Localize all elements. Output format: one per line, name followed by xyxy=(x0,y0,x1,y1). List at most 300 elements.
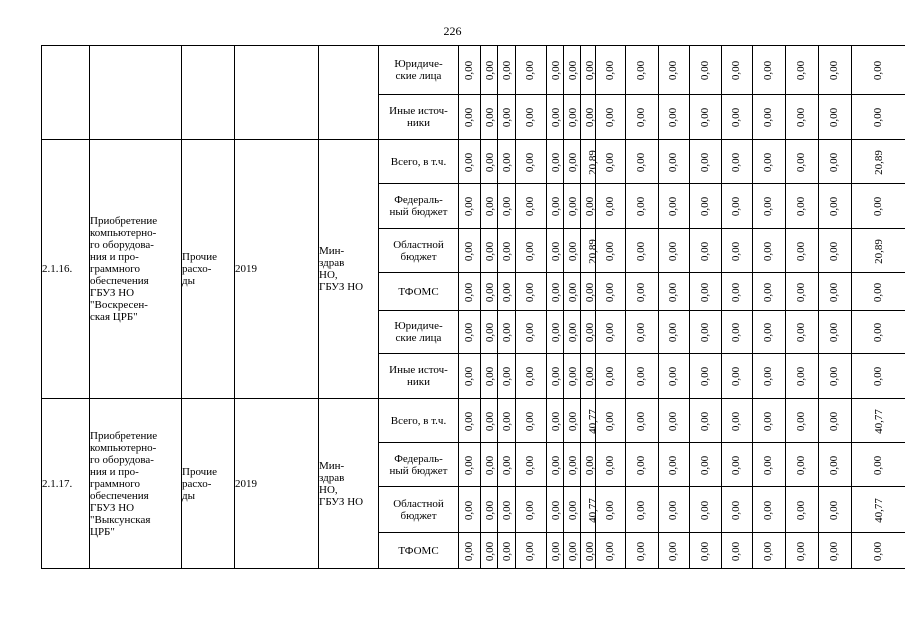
funding-source-label: ТФОМС xyxy=(379,273,459,311)
value-text: 0,00 xyxy=(635,60,648,81)
value-cell xyxy=(690,273,722,311)
value-cell xyxy=(753,184,786,229)
value-cell xyxy=(852,443,905,487)
value-text: 0,00 xyxy=(667,500,680,520)
value-text: 0,00 xyxy=(762,541,775,561)
value-text: 0,00 xyxy=(635,455,648,475)
value-text: 0,00 xyxy=(484,500,497,520)
value-text: 0,00 xyxy=(828,366,841,387)
value-text: 0,00 xyxy=(550,152,563,172)
value-text: 0,00 xyxy=(501,411,514,431)
value-text: 0,00 xyxy=(604,411,616,431)
value-cell xyxy=(596,311,626,354)
value-cell xyxy=(690,140,722,184)
value-text: 0,00 xyxy=(567,152,580,172)
value-text: 0,00 xyxy=(463,107,475,128)
table-row xyxy=(42,140,905,184)
value-cell xyxy=(626,533,659,569)
value-cell xyxy=(690,95,722,140)
value-text: 0,00 xyxy=(584,455,597,475)
value-cell xyxy=(596,95,626,140)
value-cell xyxy=(581,311,596,354)
value-text: 0,00 xyxy=(501,60,514,81)
value-text: 0,00 xyxy=(667,411,680,431)
value-text: 0,00 xyxy=(524,500,537,520)
value-text: 0,00 xyxy=(524,107,537,128)
value-cell xyxy=(596,273,626,311)
value-cell xyxy=(516,273,547,311)
value-text: 0,00 xyxy=(699,107,711,128)
value-text: 0,00 xyxy=(484,60,497,81)
value-text: 0,00 xyxy=(524,196,537,217)
value-cell xyxy=(722,533,753,569)
value-cell xyxy=(564,354,581,399)
value-text: 0,00 xyxy=(828,282,841,302)
value-cell xyxy=(596,184,626,229)
value-cell xyxy=(626,354,659,399)
value-text: 0,00 xyxy=(463,322,475,343)
value-text: 0,00 xyxy=(524,322,537,343)
value-text: 0,00 xyxy=(635,322,648,343)
value-text: 0,00 xyxy=(567,500,580,520)
value-cell xyxy=(626,443,659,487)
table-row xyxy=(42,399,905,443)
value-cell xyxy=(626,46,659,95)
value-text: 0,00 xyxy=(484,107,497,128)
value-text: 0,00 xyxy=(567,366,580,387)
value-text: 0,00 xyxy=(463,500,475,520)
value-text: 0,00 xyxy=(795,152,808,172)
value-cell xyxy=(659,354,690,399)
value-text: 0,00 xyxy=(762,366,775,387)
value-cell xyxy=(852,354,905,399)
value-cell xyxy=(819,229,852,273)
value-cell xyxy=(626,273,659,311)
value-text: 0,00 xyxy=(604,541,616,561)
value-text: 0,00 xyxy=(762,282,775,302)
value-text: 0,00 xyxy=(584,107,597,128)
value-cell xyxy=(659,273,690,311)
value-text: 0,00 xyxy=(635,366,648,387)
value-text: 0,00 xyxy=(872,541,885,561)
value-cell xyxy=(659,399,690,443)
value-cell xyxy=(498,533,516,569)
value-text: 0,00 xyxy=(524,241,537,261)
value-cell xyxy=(516,533,547,569)
value-cell xyxy=(690,311,722,354)
value-text: 0,00 xyxy=(550,455,563,475)
value-text: 0,00 xyxy=(550,196,563,217)
empty-cell xyxy=(182,46,235,140)
value-cell xyxy=(596,354,626,399)
value-cell xyxy=(786,487,819,533)
value-text: 0,00 xyxy=(762,455,775,475)
value-cell xyxy=(516,487,547,533)
value-text: 0,00 xyxy=(872,322,885,343)
value-text: 0,00 xyxy=(730,411,743,431)
value-cell xyxy=(819,399,852,443)
table-row xyxy=(42,46,905,95)
value-text: 0,00 xyxy=(501,107,514,128)
value-text: 0,00 xyxy=(567,196,580,217)
value-text: 40,77 xyxy=(872,408,885,434)
value-text: 0,00 xyxy=(730,455,743,475)
value-cell xyxy=(459,273,481,311)
value-cell xyxy=(753,354,786,399)
value-text: 0,00 xyxy=(762,152,775,172)
value-text: 0,00 xyxy=(828,411,841,431)
value-cell xyxy=(722,273,753,311)
value-cell xyxy=(690,443,722,487)
value-cell xyxy=(581,399,599,443)
value-cell xyxy=(459,487,481,533)
value-text: 0,00 xyxy=(604,107,616,128)
value-text: 0,00 xyxy=(635,241,648,261)
value-cell xyxy=(690,184,722,229)
value-cell xyxy=(459,184,481,229)
funding-source-label: Всего, в т.ч. xyxy=(379,140,459,184)
value-text: 0,00 xyxy=(795,455,808,475)
value-text: 0,00 xyxy=(604,282,616,302)
empty-cell xyxy=(319,46,379,140)
funding-source-label: Федераль- ный бюджет xyxy=(379,184,459,229)
empty-cell xyxy=(235,46,319,140)
value-cell xyxy=(516,354,547,399)
value-text: 0,00 xyxy=(730,500,743,520)
value-cell xyxy=(819,487,852,533)
value-cell xyxy=(564,443,581,487)
value-text: 0,00 xyxy=(828,107,841,128)
value-cell xyxy=(498,354,516,399)
value-cell xyxy=(564,487,581,533)
value-text: 0,00 xyxy=(699,541,711,561)
value-text: 0,00 xyxy=(667,322,680,343)
value-text: 0,00 xyxy=(828,241,841,261)
value-cell xyxy=(659,140,690,184)
value-text: 0,00 xyxy=(463,196,475,217)
value-text: 0,00 xyxy=(635,411,648,431)
value-cell xyxy=(581,184,596,229)
value-cell xyxy=(516,229,547,273)
value-cell xyxy=(498,46,516,95)
value-cell xyxy=(819,184,852,229)
budget-table xyxy=(41,45,905,569)
value-cell xyxy=(626,399,659,443)
value-cell xyxy=(596,229,626,273)
value-cell xyxy=(786,311,819,354)
value-text: 0,00 xyxy=(872,282,885,302)
value-text: 0,00 xyxy=(730,322,743,343)
value-cell xyxy=(659,46,690,95)
value-cell xyxy=(481,399,498,443)
value-cell xyxy=(786,533,819,569)
value-text: 0,00 xyxy=(604,455,616,475)
value-cell xyxy=(786,229,819,273)
value-cell xyxy=(481,311,498,354)
value-cell xyxy=(564,399,581,443)
value-cell xyxy=(659,533,690,569)
value-cell xyxy=(852,533,905,569)
value-text: 0,00 xyxy=(501,282,514,302)
value-text: 0,00 xyxy=(567,411,580,431)
value-text: 0,00 xyxy=(501,455,514,475)
value-cell xyxy=(564,311,581,354)
value-cell xyxy=(581,140,599,184)
value-text: 0,00 xyxy=(872,455,885,475)
empty-cell xyxy=(90,46,182,140)
value-cell xyxy=(596,533,626,569)
value-cell xyxy=(852,487,905,533)
value-text: 0,00 xyxy=(567,107,580,128)
value-cell xyxy=(581,487,599,533)
value-text: 0,00 xyxy=(730,366,743,387)
value-text: 0,00 xyxy=(584,366,597,387)
value-cell xyxy=(564,95,581,140)
value-text: 40,77 xyxy=(586,408,599,434)
value-text: 0,00 xyxy=(667,196,680,217)
value-text: 0,00 xyxy=(699,322,711,343)
value-cell xyxy=(753,273,786,311)
value-cell xyxy=(481,184,498,229)
value-cell xyxy=(481,46,498,95)
value-cell xyxy=(481,140,498,184)
value-text: 0,00 xyxy=(484,152,497,172)
value-cell xyxy=(753,487,786,533)
value-cell xyxy=(690,399,722,443)
funding-source-label: ТФОМС xyxy=(379,533,459,569)
value-cell xyxy=(547,311,564,354)
value-cell xyxy=(852,273,905,311)
value-text: 0,00 xyxy=(730,541,743,561)
value-text: 40,77 xyxy=(586,497,599,523)
value-cell xyxy=(722,311,753,354)
value-cell xyxy=(852,229,905,273)
value-text: 0,00 xyxy=(762,196,775,217)
value-cell xyxy=(722,487,753,533)
value-text: 0,00 xyxy=(524,455,537,475)
value-text: 0,00 xyxy=(667,455,680,475)
value-cell xyxy=(459,140,481,184)
value-cell xyxy=(547,399,564,443)
funding-source-label: Юридиче- ские лица xyxy=(379,46,459,95)
value-cell xyxy=(547,184,564,229)
value-cell xyxy=(564,273,581,311)
value-text: 0,00 xyxy=(667,241,680,261)
value-text: 0,00 xyxy=(484,541,497,561)
value-text: 0,00 xyxy=(667,366,680,387)
value-text: 0,00 xyxy=(762,322,775,343)
value-text: 0,00 xyxy=(730,107,743,128)
value-cell xyxy=(722,140,753,184)
value-text: 0,00 xyxy=(501,152,514,172)
value-text: 0,00 xyxy=(699,411,711,431)
value-cell xyxy=(498,140,516,184)
value-text: 0,00 xyxy=(872,366,885,387)
value-cell xyxy=(516,311,547,354)
value-cell xyxy=(516,184,547,229)
item-name: Приобретение компьютерно- го оборудова- ния и про- граммного обеспечения ГБУЗ НО "Воскресен- ская ЦРБ" xyxy=(90,140,182,399)
value-cell xyxy=(819,533,852,569)
value-text: 0,00 xyxy=(699,366,711,387)
value-cell xyxy=(786,46,819,95)
value-text: 0,00 xyxy=(463,366,475,387)
empty-cell xyxy=(42,46,90,140)
value-text: 0,00 xyxy=(828,500,841,520)
value-text: 0,00 xyxy=(699,282,711,302)
value-text: 0,00 xyxy=(524,152,537,172)
value-cell xyxy=(481,229,498,273)
value-cell xyxy=(516,443,547,487)
value-cell xyxy=(659,95,690,140)
value-cell xyxy=(581,95,596,140)
value-text: 0,00 xyxy=(795,500,808,520)
value-text: 0,00 xyxy=(501,541,514,561)
value-text: 0,00 xyxy=(762,60,775,81)
value-cell xyxy=(596,399,626,443)
value-text: 0,00 xyxy=(550,60,563,81)
value-cell xyxy=(659,443,690,487)
value-cell xyxy=(547,443,564,487)
value-cell xyxy=(786,95,819,140)
value-text: 0,00 xyxy=(501,196,514,217)
value-text: 0,00 xyxy=(699,500,711,520)
value-text: 0,00 xyxy=(524,411,537,431)
value-text: 0,00 xyxy=(635,541,648,561)
value-cell xyxy=(547,487,564,533)
value-cell xyxy=(481,443,498,487)
value-cell xyxy=(459,95,481,140)
value-cell xyxy=(690,354,722,399)
value-text: 0,00 xyxy=(550,411,563,431)
value-text: 0,00 xyxy=(567,455,580,475)
value-text: 0,00 xyxy=(550,541,563,561)
value-cell xyxy=(786,184,819,229)
value-text: 0,00 xyxy=(484,366,497,387)
value-text: 0,00 xyxy=(635,500,648,520)
value-text: 40,77 xyxy=(872,497,885,523)
value-text: 0,00 xyxy=(604,500,616,520)
value-text: 0,00 xyxy=(524,60,537,81)
value-cell xyxy=(481,533,498,569)
value-text: 0,00 xyxy=(828,196,841,217)
value-text: 0,00 xyxy=(463,60,475,81)
value-cell xyxy=(753,399,786,443)
expense-type: Прочие расхо- ды xyxy=(182,140,235,399)
value-text: 0,00 xyxy=(463,282,475,302)
value-text: 0,00 xyxy=(667,60,680,81)
value-cell xyxy=(753,443,786,487)
value-text: 0,00 xyxy=(730,60,743,81)
value-text: 0,00 xyxy=(550,322,563,343)
value-text: 0,00 xyxy=(604,152,616,172)
value-cell xyxy=(786,399,819,443)
value-cell xyxy=(498,229,516,273)
value-text: 0,00 xyxy=(463,455,475,475)
value-cell xyxy=(498,443,516,487)
value-cell xyxy=(852,399,905,443)
value-text: 0,00 xyxy=(501,366,514,387)
value-text: 0,00 xyxy=(795,411,808,431)
item-number: 2.1.17. xyxy=(42,399,90,569)
value-text: 0,00 xyxy=(762,241,775,261)
funding-source-label: Областной бюджет xyxy=(379,487,459,533)
value-text: 0,00 xyxy=(667,541,680,561)
value-cell xyxy=(819,443,852,487)
funding-source-label: Иные источ- ники xyxy=(379,354,459,399)
page-number: 226 xyxy=(443,24,462,38)
value-cell xyxy=(498,399,516,443)
value-cell xyxy=(659,311,690,354)
value-text: 0,00 xyxy=(828,541,841,561)
value-text: 0,00 xyxy=(524,541,537,561)
value-cell xyxy=(547,533,564,569)
value-cell xyxy=(753,311,786,354)
value-text: 0,00 xyxy=(872,60,885,81)
value-cell xyxy=(498,95,516,140)
value-cell xyxy=(459,229,481,273)
value-text: 0,00 xyxy=(667,282,680,302)
value-text: 0,00 xyxy=(567,282,580,302)
value-text: 0,00 xyxy=(762,500,775,520)
value-cell xyxy=(690,487,722,533)
value-cell xyxy=(547,354,564,399)
item-executor: Мин- здрав НО, ГБУЗ НО xyxy=(319,140,379,399)
value-text: 0,00 xyxy=(828,455,841,475)
value-text: 0,00 xyxy=(501,241,514,261)
value-cell xyxy=(626,229,659,273)
value-cell xyxy=(786,354,819,399)
value-cell xyxy=(852,95,905,140)
value-cell xyxy=(459,311,481,354)
value-text: 0,00 xyxy=(584,322,597,343)
value-cell xyxy=(626,311,659,354)
item-executor: Мин- здрав НО, ГБУЗ НО xyxy=(319,399,379,569)
value-cell xyxy=(786,140,819,184)
value-cell xyxy=(819,140,852,184)
funding-source-label: Областной бюджет xyxy=(379,229,459,273)
value-cell xyxy=(481,95,498,140)
value-cell xyxy=(753,533,786,569)
value-cell xyxy=(516,140,547,184)
value-text: 0,00 xyxy=(604,196,616,217)
value-cell xyxy=(498,184,516,229)
value-cell xyxy=(852,184,905,229)
value-cell xyxy=(626,140,659,184)
value-text: 0,00 xyxy=(584,196,597,217)
value-text: 0,00 xyxy=(730,152,743,172)
value-cell xyxy=(564,229,581,273)
value-cell xyxy=(786,273,819,311)
value-cell xyxy=(481,273,498,311)
value-text: 0,00 xyxy=(501,500,514,520)
value-cell xyxy=(596,443,626,487)
value-text: 0,00 xyxy=(484,196,497,217)
value-text: 0,00 xyxy=(584,60,597,81)
value-text: 0,00 xyxy=(604,60,616,81)
value-cell xyxy=(819,46,852,95)
value-text: 0,00 xyxy=(635,196,648,217)
value-cell xyxy=(786,443,819,487)
value-cell xyxy=(690,229,722,273)
value-text: 0,00 xyxy=(795,366,808,387)
value-text: 0,00 xyxy=(795,196,808,217)
value-cell xyxy=(753,95,786,140)
value-cell xyxy=(498,273,516,311)
value-text: 0,00 xyxy=(699,455,711,475)
value-text: 0,00 xyxy=(762,411,775,431)
value-text: 0,00 xyxy=(524,282,537,302)
value-cell xyxy=(722,443,753,487)
